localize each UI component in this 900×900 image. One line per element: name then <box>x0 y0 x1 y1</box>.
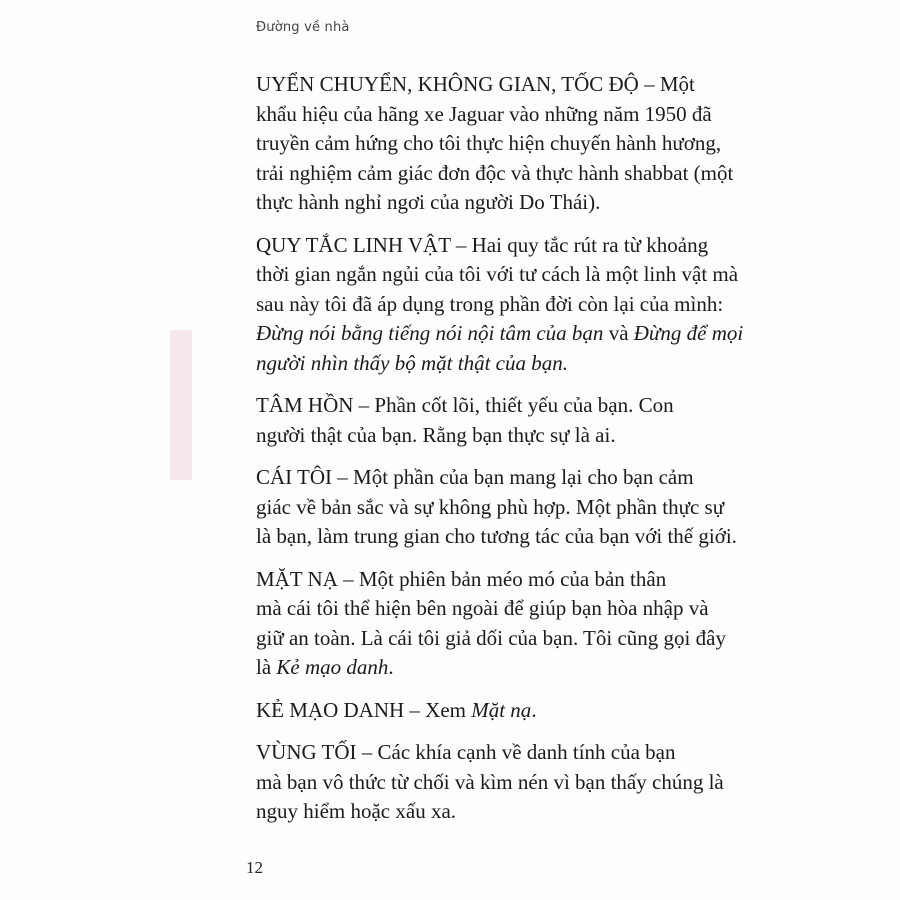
italic-rule-one: Đừng nói bằng tiếng nói nội tâm của bạn <box>256 321 604 345</box>
glossary-entry-tam-hon <box>256 391 708 450</box>
text-line: nguy hiểm hoặc xấu xa. <box>256 799 457 823</box>
italic-ke-mao-danh: Kẻ mạo danh <box>276 655 389 679</box>
text-line: truyền cảm hứng cho tôi thực hiện chuyến hành hương, <box>256 131 722 155</box>
italic-mat-na: Mặt nạ <box>471 697 532 722</box>
text-line <box>256 319 744 349</box>
text-line: QUY TẮC LINH VẬT – Hai quy tắc rút ra từ khoảng <box>256 232 709 257</box>
glossary-entry-quy-tac-linh-vat <box>256 231 744 379</box>
text-line: mà bạn vô thức từ chối và kìm nén vì bạn thấy chúng là <box>256 769 724 794</box>
entry-prefix: KẺ MẠO DANH – Xem <box>256 697 472 722</box>
text-line: trải nghiệm cảm giác đơn độc và thực hành shabbat (một <box>256 160 734 185</box>
text-line: thời gian ngắn ngủi của tôi với tư cách là một linh vật mà <box>256 262 739 286</box>
glossary-entry-cai-toi <box>256 463 737 552</box>
text-line: mà cái tôi thể hiện bên ngoài để giúp bạn hòa nhập và <box>256 596 709 620</box>
text-line: MẶT NẠ – Một phiên bản méo mó của bản thân <box>256 566 667 591</box>
glossary-entry-uyen-chuyen <box>256 70 734 218</box>
page-number: 12 <box>246 858 263 877</box>
italic-rule-two-end: người nhìn thấy bộ mặt thật của bạn. <box>256 350 568 375</box>
text-line: là bạn, làm trung gian cho tương tác của bạn với thế giới. <box>256 524 737 548</box>
text-line: UYỂN CHUYỂN, KHÔNG GIAN, TỐC ĐỘ – Một <box>256 72 695 96</box>
text-line: thực hành nghỉ ngơi của người Do Thái). <box>256 190 601 214</box>
text-line: sau này tôi đã áp dụng trong phần đời còn lại của mình: <box>256 291 724 316</box>
glossary-entry-ke-mao-danh <box>256 696 708 726</box>
text-line <box>256 696 708 726</box>
italic-rule-two-start: Đừng để mọi <box>633 321 744 345</box>
joiner-text: và <box>603 321 634 345</box>
pink-bleed-strip <box>170 330 192 480</box>
text-line: người thật của bạn. Rằng bạn thực sự là ai. <box>256 422 616 447</box>
glossary-entry-mat-na <box>256 565 726 683</box>
glossary-body <box>256 70 744 840</box>
running-header: Đường về nhà <box>256 20 350 35</box>
entry-suffix: . <box>531 697 537 722</box>
last-suffix: . <box>388 655 394 679</box>
last-prefix: là <box>256 655 277 679</box>
text-line <box>256 653 708 683</box>
text-line: VÙNG TỐI – Các khía cạnh về danh tính của bạn <box>256 740 676 764</box>
text-line: CÁI TÔI – Một phần của bạn mang lại cho bạn cảm <box>256 465 694 489</box>
text-line: TÂM HỒN – Phần cốt lõi, thiết yếu của bạn. Con <box>256 393 674 417</box>
glossary-entry-vung-toi <box>256 738 724 827</box>
text-line: giác về bản sắc và sự không phù hợp. Một phần thực sự <box>256 494 725 519</box>
text-line: khẩu hiệu của hãng xe Jaguar vào những năm 1950 đã <box>256 101 712 126</box>
text-line: giữ an toàn. Là cái tôi giả dối của bạn. Tôi cũng gọi đây <box>256 625 726 650</box>
